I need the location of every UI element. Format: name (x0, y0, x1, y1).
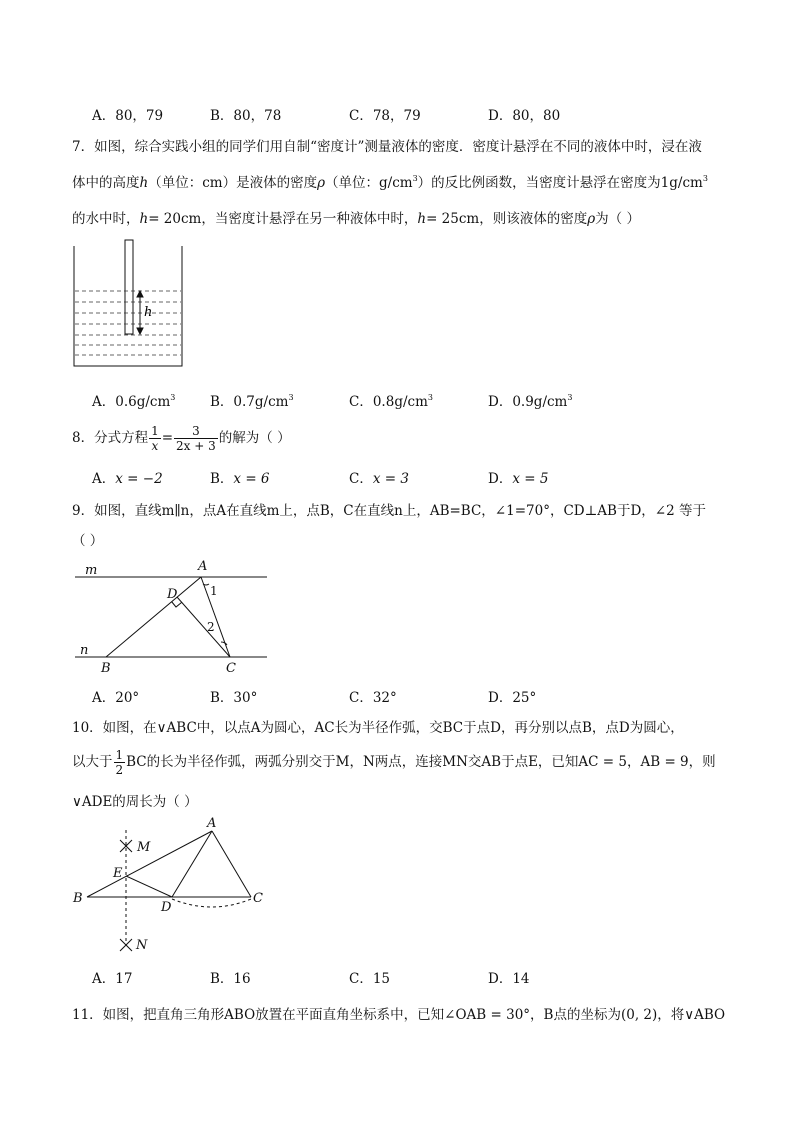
q7-option-a: A．$0.6g/cm^3$ (92, 393, 176, 410)
q9-label-b: B (101, 661, 111, 676)
q10-option-b: B．16 (210, 971, 251, 987)
q10-option-c: C．15 (349, 971, 391, 987)
q9-line-2: （ ） (72, 533, 104, 549)
q10-figure-triangle (70, 815, 280, 957)
q10-label-b: B (73, 891, 83, 906)
q6-option-b: B．80，78 (210, 108, 282, 124)
q8-fraction-1: $\frac{1}{x}$ (151, 424, 159, 453)
q7-option-b: B．$0.7g/cm^3$ (210, 393, 294, 410)
q10-fraction-half: $\frac{1}{2}$ (115, 748, 124, 777)
q9-option-b: B．30° (210, 690, 258, 706)
q10-label-e: E (113, 866, 123, 881)
q7-figure-hydrometer (70, 238, 190, 370)
q9-label-angle-1: 1 (210, 584, 218, 598)
q9-line-1: 9．如图，直线m∥n，点A在直线m上，点B，C在直线n上，AB=BC，∠1=70°，CD⊥AB于D，∠2 等于 (72, 503, 706, 519)
q6-option-a: A．80，79 (92, 108, 164, 124)
q10-label-m: M (137, 840, 151, 855)
q7-label-h: h (144, 305, 153, 320)
q9-figure-parallel-lines (70, 556, 275, 678)
q10-line-3: ∨ADE的周长为（ ） (72, 794, 198, 810)
q9-option-d: D．25° (488, 690, 537, 706)
q8-option-d: D．x = 5 (488, 471, 549, 487)
q9-label-a: A (198, 559, 208, 574)
q7-line-1: 7．如图，综合实践小组的同学们用自制“密度计”测量液体的密度．密度计悬浮在不同的液体中时，浸在液 (72, 139, 702, 155)
q10-label-c: C (253, 891, 263, 906)
q11-line-1: 11．如图，把直角三角形ABO放置在平面直角坐标系中，已知∠OAB = 30°，B点的坐标为(0, 2)，将∨ABO (72, 1007, 726, 1023)
q9-label-angle-2: 2 (207, 620, 215, 634)
q10-line-2: 以大于 $\frac{1}{2}$ BC的长为半径作弧，两弧分别交于M，N两点，连接MN交AB于点E，已知AC = 5，AB = 9，则 (72, 748, 716, 777)
q10-line-1: 10．如图，在∨ABC中，以点A为圆心，AC长为半径作弧，交BC于点D，再分别以点B，点D为圆心， (72, 720, 684, 736)
q8-option-a: A．x = −2 (92, 471, 163, 487)
q10-option-a: A．17 (92, 971, 133, 987)
q9-label-c: C (226, 661, 236, 676)
q10-label-a: A (207, 816, 217, 831)
q6-option-d: D．80，80 (488, 108, 561, 124)
q7-line-3: 的水中时，h= 20cm，当密度计悬浮在另一种液体中时，h= 25cm，则该液体的密度ρ为（ ） (72, 211, 640, 227)
q9-label-n: n (80, 643, 89, 658)
q9-label-m: m (85, 563, 98, 578)
q9-option-a: A．20° (92, 690, 140, 706)
q7-option-c: C．$0.8g/cm^3$ (349, 393, 433, 410)
q8-fraction-2: $\frac{3}{2x + 3}$ (176, 424, 216, 453)
q10-option-d: D．14 (488, 971, 530, 987)
q7-line-2: 体中的高度h（单位：cm）是液体的密度ρ（单位：$g/cm^3$）的反比例函数，当密度计悬浮在密度为$1g/cm^3$ (72, 174, 708, 191)
q9-option-c: C．32° (349, 690, 397, 706)
q8-stem: 8．分式方程 $\frac{1}{x}$ = $\frac{3}{2x + 3}$ 的解为（ ） (72, 424, 291, 453)
q8-option-c: C．x = 3 (349, 471, 409, 487)
q10-label-n: N (136, 938, 148, 953)
q6-option-c: C．78，79 (349, 108, 421, 124)
q7-option-d: D．$0.9g/cm^3$ (488, 393, 573, 410)
q9-label-d: D (167, 587, 178, 602)
q10-label-d: D (161, 900, 172, 915)
q8-option-b: B．x = 6 (210, 471, 270, 487)
